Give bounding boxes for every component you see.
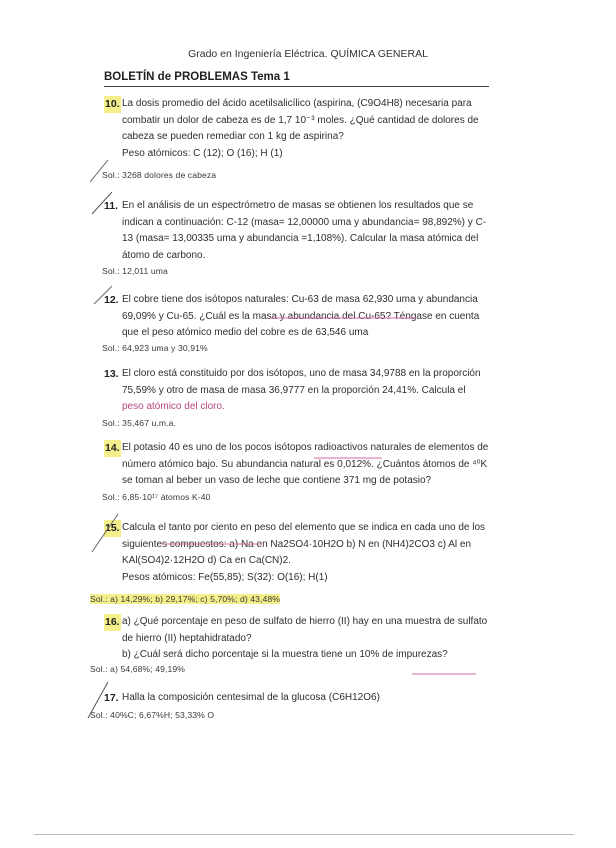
footer-rule — [34, 834, 574, 835]
problem-17 — [104, 690, 506, 707]
problem-line: Peso atómicos: C (12); O (16); H (1) — [122, 147, 283, 159]
pink-underline-mark-icon — [410, 670, 480, 678]
problem-line: a) ¿Qué porcentaje en peso de sulfato de hierro (II) hay en una muestra de sulfato — [122, 616, 488, 627]
problem-13 — [104, 366, 506, 416]
page-title: BOLETÍN de PROBLEMAS Tema 1 — [104, 71, 290, 83]
problem-number: 10. — [104, 96, 121, 113]
problem-line: 69,09% y Cu-65. ¿Cuál es la masa y abundancia del Cu-65? Téngase en cuenta — [122, 310, 480, 322]
problem-line: b) ¿Cuál será dicho porcentaje si la muestra tiene un 10% de impurezas? — [122, 649, 448, 660]
problem-line: El potasio 40 es uno de los pocos isótopos radioactivos naturales de elementos de — [122, 442, 489, 453]
course-header: Grado en Ingeniería Eléctrica. QUÍMICA GENERAL — [188, 48, 428, 60]
pink-underline-mark-icon — [230, 300, 420, 324]
problem-line: cabeza se pueden remediar con 1 kg de aspirina? — [122, 131, 344, 142]
problem-line: peso atómico del cloro. — [122, 401, 225, 412]
problem-line: que el peso atómico medio del cobre es de 63,546 uma — [122, 327, 369, 338]
problem-number: 11. — [104, 200, 119, 212]
solution-15: Sol.: a) 14,29%; b) 29,17%; c) 5,70%; d) 43,48% — [90, 594, 281, 604]
problem-line: Pesos atómicos: Fe(55,85); S(32): O(16); H(1) — [122, 571, 328, 583]
solution-17: Sol.: 40%C; 6,67%H; 53,33% O — [90, 710, 215, 720]
solution-16: Sol.: a) 54,68%; 49,19% — [90, 664, 185, 674]
pen-check-mark-icon — [86, 680, 110, 720]
problem-line: En el análisis de un espectrómetro de masas se obtienen los resultados que se — [122, 200, 474, 211]
pink-underline-mark-icon — [150, 540, 270, 548]
solution-12: Sol.: 64,923 uma y 30,91% — [102, 343, 208, 353]
pink-underline-mark-icon — [310, 454, 390, 462]
problem-line: átomo de carbono. — [122, 249, 206, 261]
problem-line: 75,59% y otro de masa de masa 36,9777 en la proporción 24,41%. Calcula el — [122, 384, 466, 396]
solution-11: Sol.: 12,011 uma — [102, 266, 168, 276]
pen-check-mark-icon — [88, 158, 110, 184]
problem-number: 13. — [104, 368, 119, 380]
problem-line: Halla la composición centesimal de la glucosa (C6H12O6) — [122, 692, 380, 703]
problem-line: indican a continuación: C-12 (masa= 12,00000 uma y abundancia= 98,892%) y C- — [122, 216, 487, 228]
problem-line: combatir un dolor de cabeza es de 1,7 10⁻³ moles. ¿Qué cantidad de dolores de — [122, 114, 479, 126]
problem-line: La dosis promedio del ácido acetilsalicílico (aspirina, (C9O4H8) necesaria para — [122, 98, 472, 109]
problem-line: de hierro (II) heptahidratado? — [122, 632, 252, 644]
problem-number: 17. — [104, 692, 119, 704]
problem-11 — [104, 198, 506, 264]
problem-number: 15. — [104, 520, 121, 537]
solution-13: Sol.: 35,467 u.m.a. — [102, 418, 177, 428]
problem-10 — [104, 96, 506, 162]
problem-number: 14. — [104, 440, 121, 457]
problem-line: se toman al beber un vaso de leche que contiene 371 mg de potasio? — [122, 475, 432, 486]
pen-check-mark-icon — [90, 190, 114, 216]
problem-line: El cobre tiene dos isótopos naturales: Cu-63 de masa 62,930 uma y abundancia — [122, 294, 478, 305]
pen-check-mark-icon — [92, 284, 114, 306]
problem-14 — [104, 440, 506, 490]
pen-check-mark-icon — [90, 512, 120, 554]
problem-line: siguientes compuestos: a) Na en Na2SO4·10H2O b) N en (NH4)2CO3 c) Al en — [122, 538, 472, 550]
problem-line: El cloro está constituido por dos isótopos, uno de masa 34,9788 en la proporción — [122, 368, 481, 379]
solution-10: Sol.: 3268 dolores de cabeza — [102, 170, 217, 180]
problem-number: 12. — [104, 294, 119, 306]
problem-line: número atómico bajo. Su abundancia natural es 0,012%. ¿Cuántos átomos de ⁴⁰K — [122, 458, 488, 470]
problem-number: 16. — [104, 614, 121, 631]
solution-14: Sol.: 6,85·10¹⁷ átomos K-40 — [102, 492, 211, 502]
problem-16 — [104, 614, 506, 664]
title-underline — [104, 86, 489, 87]
problem-15 — [104, 520, 506, 586]
problem-line: KAl(SO4)2·12H2O d) Ca en Ca(CN)2. — [122, 555, 291, 566]
problem-line: 13 (masa= 13,00335 uma y abundancia =1,108%). Calcular la masa atómica del — [122, 233, 479, 244]
problem-line: Calcula el tanto por ciento en peso del elemento que se indica en cada uno de los — [122, 522, 486, 533]
